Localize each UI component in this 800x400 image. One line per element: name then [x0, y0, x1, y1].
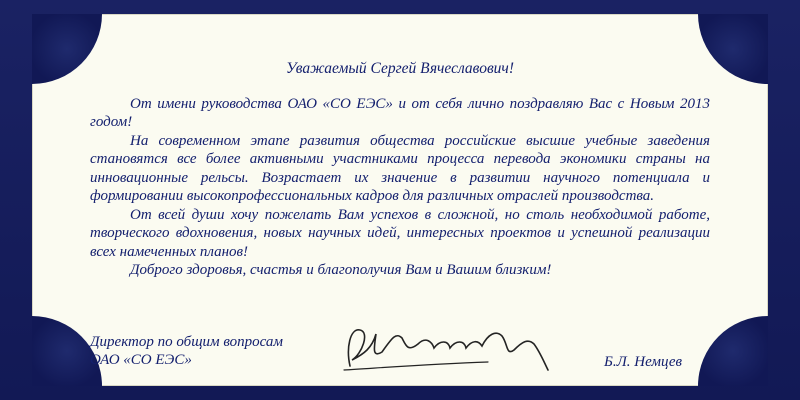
signatory-title-line1: Директор по общим вопросам: [90, 334, 284, 350]
paragraph-congratulations: От имени руководства ОАО «СО ЕЭС» и от себя лично поздравляю Вас с Новым 2013 годом!: [90, 95, 710, 130]
paragraph-wishes: От всей души хочу пожелать Вам успехов в сложной, но столь необходимой работе, творческого вдохновения, новых научных идей, интересных проектов и успешной реализации всех намеченных планов!: [90, 206, 710, 260]
paragraph-development: На современном этапе развития общества российские высшие учебные заведения становятся все более активными участниками процесса перевода экономики страны на инновационные рельсы. Возрастает их значение в развитии научного потенциала и формировании высокопрофессиональных кадров для различных отраслей производства.: [90, 132, 710, 204]
paragraph-health: Доброго здоровья, счастья и благополучия Вам и Вашим близким!: [130, 262, 552, 278]
signatory-name: Б.Л. Немцев: [604, 354, 682, 370]
signatory-title: [90, 333, 283, 369]
corner-fold-bottom-right: [698, 316, 768, 386]
letter-greeting: Уважаемый Сергей Вячеславович!: [286, 60, 514, 77]
handwritten-signature: [338, 318, 553, 378]
signatory-title-line2: ОАО «СО ЕЭС»: [90, 352, 192, 368]
letter-body: [90, 60, 710, 280]
